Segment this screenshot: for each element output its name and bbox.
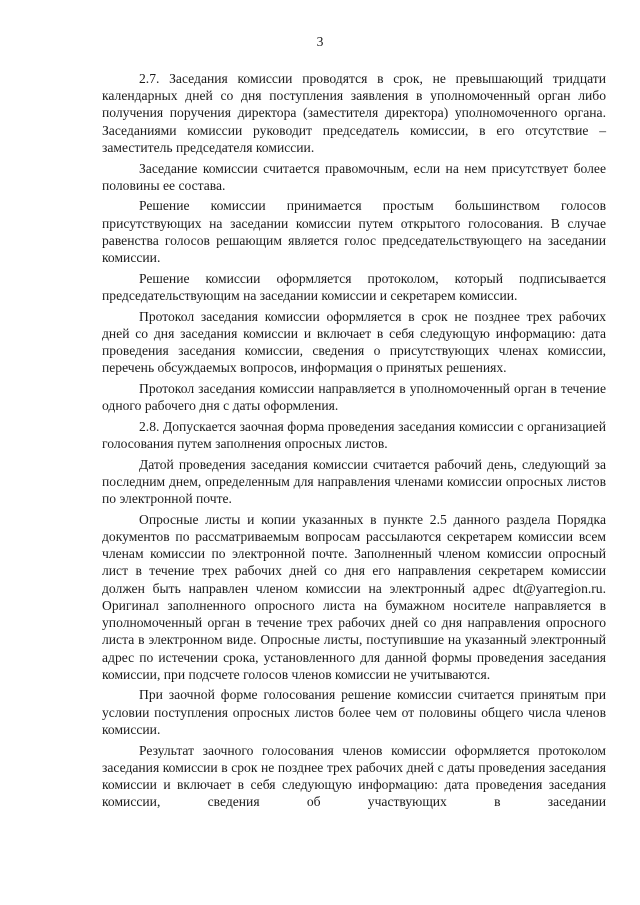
paragraph-2-7-meeting-term: 2.7. Заседания комиссии проводятся в срок, не превышающий тридцати календарных дней со дня поступления заявления в уполномоченный орган либо получения поручения директора (заместителя директора) уполномоченного органа. Заседаниями комиссии руководит председатель комиссии, в его отсутствие – заместитель председателя комиссии. bbox=[102, 71, 606, 155]
paragraph-absentee-result: Результат заочного голосования членов комиссии оформляется протоколом заседания комиссии в срок не позднее трех рабочих дней с даты проведения заседания комиссии и включает в себя следующую информацию: дата проведения заседания комиссии, сведения об участвующих в заседании bbox=[102, 742, 606, 810]
paragraph-2-8-absentee-form: 2.8. Допускается заочная форма проведения заседания комиссии с организацией голосования путем заполнения опросных листов. bbox=[102, 418, 606, 452]
paragraph-decision-protocol: Решение комиссии оформляется протоколом, который подписывается председательствующим на заседании комиссии и секретарем комиссии. bbox=[102, 270, 606, 303]
paragraph-absentee-date: Датой проведения заседания комиссии считается рабочий день, следующий за последним днем, определенным для направления членами комиссии опросных листов по электронной почте. bbox=[102, 456, 606, 507]
page-number: 3 bbox=[316, 34, 324, 49]
paragraph-decision-voting: Решение комиссии принимается простым большинством голосов присутствующих на заседании комиссии путем открытого голосования. В случае равенства голосов решающим является голос председательствующего на заседании комиссии. bbox=[102, 198, 606, 266]
paragraph-absentee-decision: При заочной форме голосования решение комиссии считается принятым при условии поступления опросных листов более чем от половины общего числа членов комиссии. bbox=[102, 687, 606, 737]
paragraph-protocol-contents: Протокол заседания комиссии оформляется в срок не позднее трех рабочих дней со дня заседания комиссии и включает в себя следующую информацию: дата проведения заседания комиссии, сведения о присутствующих членах комиссии, перечень обсуждаемых вопросов, информация о принятых решениях. bbox=[102, 308, 606, 376]
body-text bbox=[102, 70, 606, 810]
paragraph-questionnaires: Опросные листы и копии указанных в пункте 2.5 данного раздела Порядка документов по рассматриваемым вопросам рассылаются секретарем комиссии всем членам комиссии по электронной почте. Заполненный членом комиссии опросный лист в течение трех рабочих дней со дня его направления секретарем комиссии должен быть направлен членом комиссии на электронный адрес dt@yarregion.ru. Оригинал заполненного опросного листа на бумажном носителе направляется в уполномоченный орган в течение трех рабочих дней со дня направления опросного листа в электронном виде. Опросные листы, поступившие на указанный электронный адрес по истечении срока, установленного для данной формы проведения заседания комиссии, при подсчете голосов членов комиссии не учитываются. bbox=[102, 511, 606, 682]
paragraph-protocol-sending: Протокол заседания комиссии направляется в уполномоченный орган в течение одного рабочего дня с даты оформления. bbox=[102, 380, 606, 414]
paragraph-quorum: Заседание комиссии считается правомочным, если на нем присутствует более половины ее состава. bbox=[102, 160, 606, 193]
